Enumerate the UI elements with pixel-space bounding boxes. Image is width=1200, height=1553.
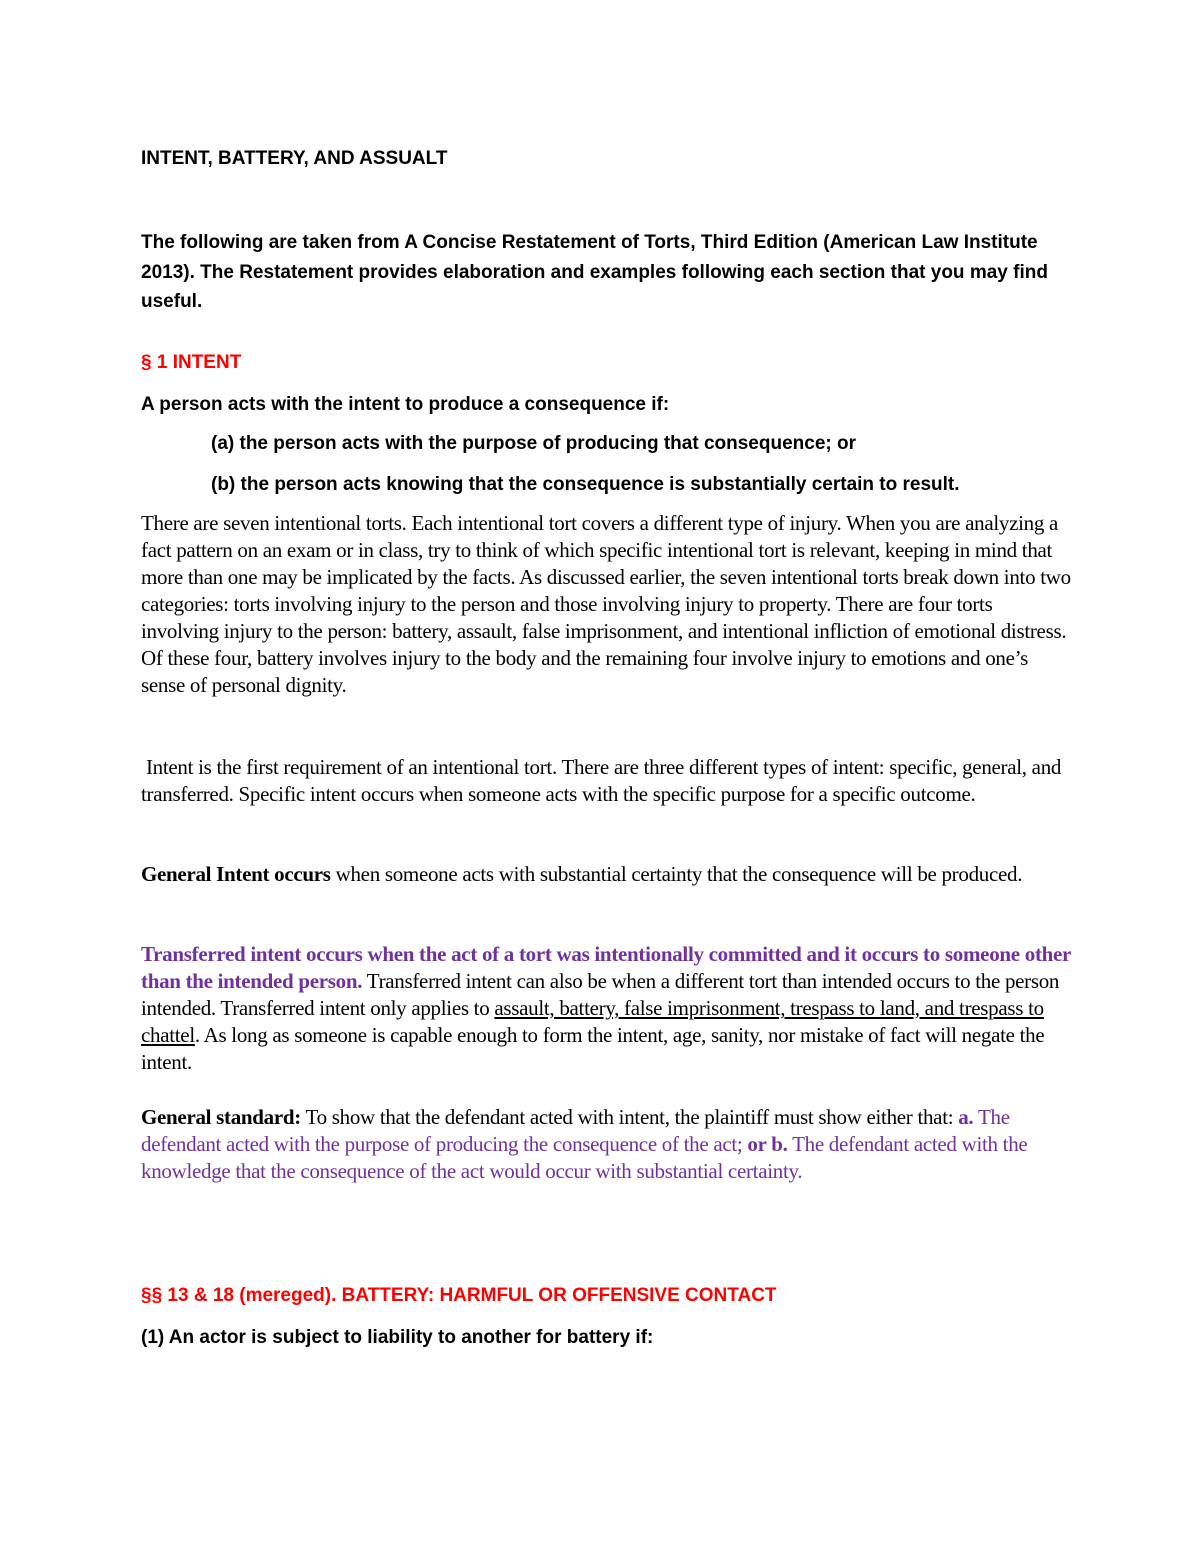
note-paragraph-intentional-torts: There are seven intentional torts. Each intentional tort covers a different type of injury. When you are analyzing a fact pattern on an exam or in class, try to think of which specific intentional tort is relevant, keeping in mind that more than one may be implicated by the facts. As discussed earlier, the seven intentional torts break down into two categories: torts involving injury to the person and those involving injury to property. There are four torts involving injury to the person: battery, assault, false imprisonment, and intentional infliction of emotional distress. Of these four, battery involves injury to the body and the remaining four involve injury to emotions and one’s sense of personal dignity.: [141, 511, 1071, 697]
note-paragraph-general-intent: [141, 861, 1071, 888]
note-paragraph-general-standard: [141, 1104, 1071, 1185]
section-1-rule: A person acts with the intent to produce a consequence if:: [141, 394, 670, 415]
general-standard-or-b-label: or b.: [747, 1132, 788, 1156]
general-standard-b-text: The defendant acted with the knowledge that the consequence of the act would occur with substantial certainty.: [141, 1132, 1028, 1183]
section-1-item-b: (b) the person acts knowing that the consequence is substantially certain to result.: [211, 474, 960, 495]
document-title: INTENT, BATTERY, AND ASSUALT: [141, 148, 448, 169]
general-standard-label: General standard:: [141, 1105, 301, 1129]
section-1-heading: § 1 INTENT: [141, 352, 242, 373]
note-paragraph-transferred-intent: [141, 941, 1071, 1076]
intro-paragraph: The following are taken from A Concise Restatement of Torts, Third Edition (American Law Institute 2013). The Restatement provides elaboration and examples following each section that you may find useful.: [141, 232, 1048, 312]
general-standard-lead: To show that the defendant acted with intent, the plaintiff must show either that:: [300, 1105, 959, 1129]
section-1-item-a: (a) the person acts with the purpose of producing that consequence; or: [211, 433, 856, 454]
general-standard-a-label: a.: [958, 1105, 974, 1129]
transferred-intent-capacity: . As long as someone is capable enough to form the intent, age, sanity, nor mistake of fact will negate the intent.: [141, 1023, 1045, 1074]
section-13-18-rule: (1) An actor is subject to liability to another for battery if:: [141, 1327, 654, 1348]
transferred-intent-torts-list: assault, battery, false imprisonment, trespass to land, and trespass to chattel: [141, 996, 1044, 1047]
transferred-intent-definition: Transferred intent occurs when the act of a tort was intentionally committed and it occurs to someone other than the intended person.: [141, 942, 1071, 993]
note-paragraph-intent-types: Intent is the first requirement of an intentional tort. There are three different types of intent: specific, general, and transferred. Specific intent occurs when someone acts with the specific purpose for a specific outcome.: [141, 755, 1067, 806]
general-intent-term: General Intent occurs: [141, 862, 331, 886]
general-intent-definition: when someone acts with substantial certainty that the consequence will be produced.: [330, 862, 1023, 886]
transferred-intent-explanation: Transferred intent can also be when a different tort than intended occurs to the person intended. Transferred intent only applies to: [141, 969, 1060, 1020]
general-standard-a-text: The defendant acted with the purpose of producing the consequence of the act;: [141, 1105, 1010, 1156]
section-13-18-heading: §§ 13 & 18 (mereged). BATTERY: HARMFUL OR OFFENSIVE CONTACT: [141, 1285, 777, 1306]
